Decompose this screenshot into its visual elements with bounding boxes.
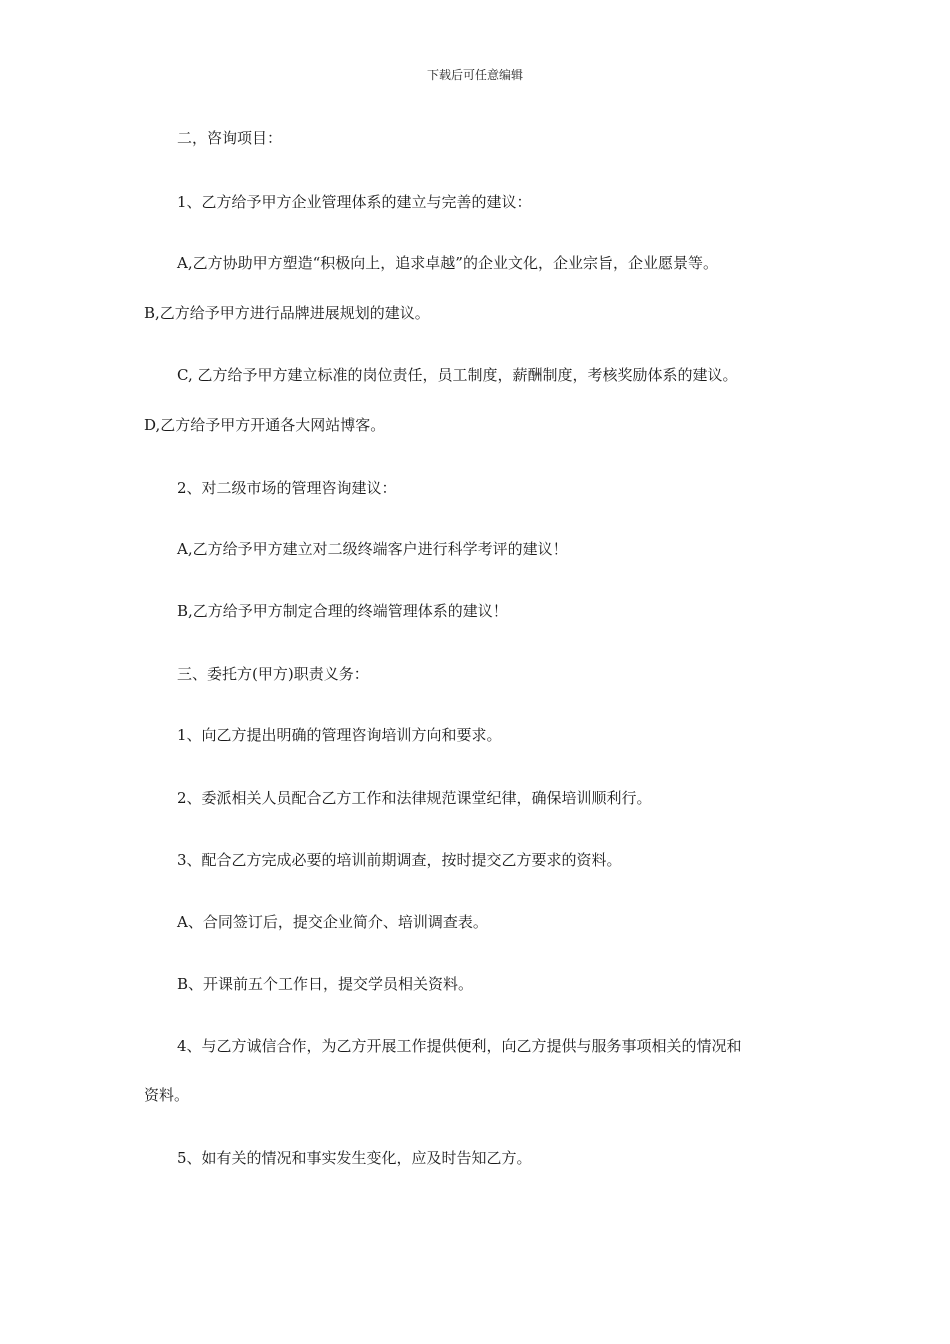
duty-5-notify-changes: 5、如有关的情况和事实发生变化，应及时告知乙方。 xyxy=(177,1149,532,1167)
item-1b-brand-planning: B,乙方给予甲方进行品牌进展规划的建议。 xyxy=(144,304,430,322)
section-heading-client-duties: 三、委托方(甲方)职责义务： xyxy=(177,665,369,683)
duty-2-assign-staff: 2、委派相关人员配合乙方工作和法律规范课堂纪律，确保培训顺利行。 xyxy=(177,789,652,807)
item-1d-website-blogs: D,乙方给予甲方开通各大网站博客。 xyxy=(144,416,386,434)
item-2a-client-evaluation: A,乙方给予甲方建立对二级终端客户进行科学考评的建议！ xyxy=(177,540,568,558)
item-2-secondary-market: 2、对二级市场的管理咨询建议： xyxy=(177,479,397,497)
page-header: 下载后可任意编辑 xyxy=(426,68,523,82)
duty-3b-before-class: B、开课前五个工作日，提交学员相关资料。 xyxy=(177,975,474,993)
section-heading-consulting-items: 二，咨询项目： xyxy=(177,129,283,147)
duty-4-continuation: 资料。 xyxy=(144,1086,190,1104)
duty-4-cooperation: 4、与乙方诚信合作，为乙方开展工作提供便利，向乙方提供与服务事项相关的情况和 xyxy=(177,1037,742,1055)
item-1a-corporate-culture: A,乙方协助甲方塑造“积极向上，追求卓越”的企业文化，企业宗旨，企业愿景等。 xyxy=(177,254,718,272)
duty-1-training-requirements: 1、向乙方提出明确的管理咨询培训方向和要求。 xyxy=(177,726,502,744)
duty-3a-after-signing: A、合同签订后，提交企业简介、培训调查表。 xyxy=(177,913,488,931)
item-2b-terminal-management: B,乙方给予甲方制定合理的终端管理体系的建议！ xyxy=(177,602,508,620)
duty-3-preliminary-survey: 3、配合乙方完成必要的培训前期调查，按时提交乙方要求的资料。 xyxy=(177,851,622,869)
item-1-management-system: 1、乙方给予甲方企业管理体系的建立与完善的建议： xyxy=(177,193,532,211)
item-1c-hr-system: C, 乙方给予甲方建立标准的岗位责任，员工制度，薪酬制度，考核奖励体系的建议。 xyxy=(177,366,738,384)
